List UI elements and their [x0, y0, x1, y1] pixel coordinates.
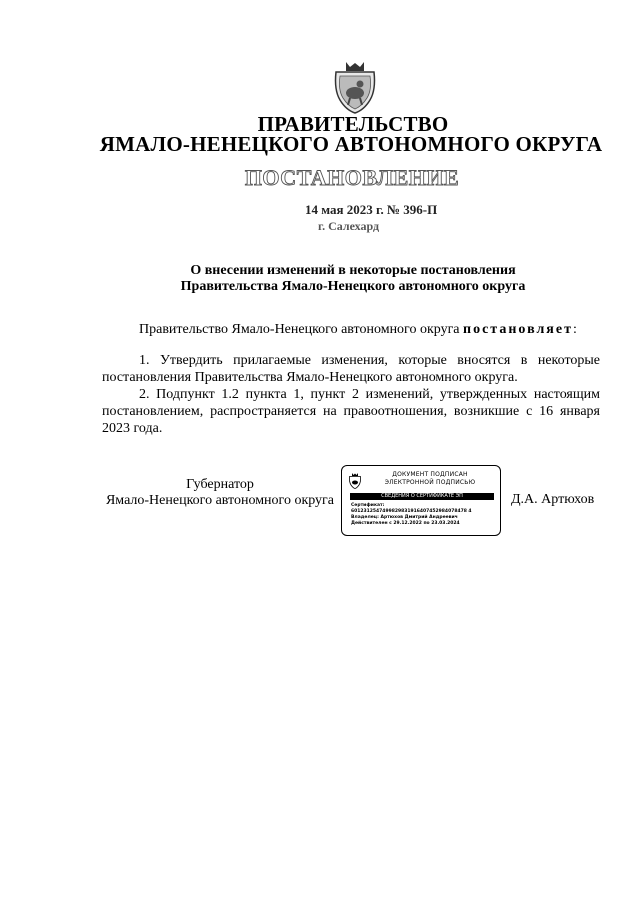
stamp-owner: Владелец: Артюхов Дмитрий Андреевич [351, 515, 458, 520]
decree-subject [0, 263, 640, 295]
stamp-certificate-details [351, 503, 497, 527]
stamp-title-line-2: ЭЛЕКТРОННОЙ ПОДПИСЬЮ [384, 479, 476, 486]
paragraph-1: 1. Утвердить прилагаемые изменения, которые вносятся в некоторые постановления Правительства Ямало-Ненецкого автономного округа. [102, 353, 600, 385]
stamp-title [364, 471, 496, 487]
intro-text: Правительство Ямало-Ненецкого автономного округа [139, 322, 464, 337]
document-type-title: ПОСТАНОВЛЕНИЕ [244, 165, 460, 190]
subject-line-1: О внесении изменений в некоторые постановления [190, 263, 516, 278]
signatory-title: Губернатор [186, 477, 254, 492]
stamp-certificate-bar: СВЕДЕНИЯ О СЕРТИФИКАТЕ ЭП [350, 493, 494, 500]
government-region-title: ЯМАЛО-НЕНЕЦКОГО АВТОНОМНОГО ОКРУГА [99, 132, 603, 156]
stamp-cert-label: Сертификат: [351, 503, 385, 508]
intro-resolves: постановляет [463, 322, 573, 337]
stamp-validity: Действителен с 29.12.2022 по 23.03.2024 [351, 521, 460, 526]
intro-paragraph [139, 322, 577, 338]
stamp-title-line-1: ДОКУМЕНТ ПОДПИСАН [392, 471, 468, 478]
stamp-cert-number: 6012312547499829831916407452984078478 4 [351, 509, 472, 514]
subject-line-2: Правительства Ямало-Ненецкого автономного округа [180, 279, 526, 294]
government-title: ПРАВИТЕЛЬСТВО [257, 112, 449, 136]
signatory-region: Ямало-Ненецкого автономного округа [105, 493, 335, 508]
decree-date-number: 14 мая 2023 г. № 396-П [305, 202, 438, 217]
coat-of-arms-icon [348, 472, 362, 489]
electronic-signature-stamp [341, 465, 501, 536]
coat-of-arms-icon [332, 60, 378, 114]
signatory-name: Д.А. Артюхов [511, 492, 595, 507]
paragraph-2: 2. Подпункт 1.2 пункта 1, пункт 2 изменений, утвержденных настоящим постановлением, распространяется на правоотношения, возникшие с 16 января 2023 года. [102, 387, 600, 436]
intro-colon: : [572, 322, 577, 337]
decree-city: г. Салехард [318, 219, 380, 233]
